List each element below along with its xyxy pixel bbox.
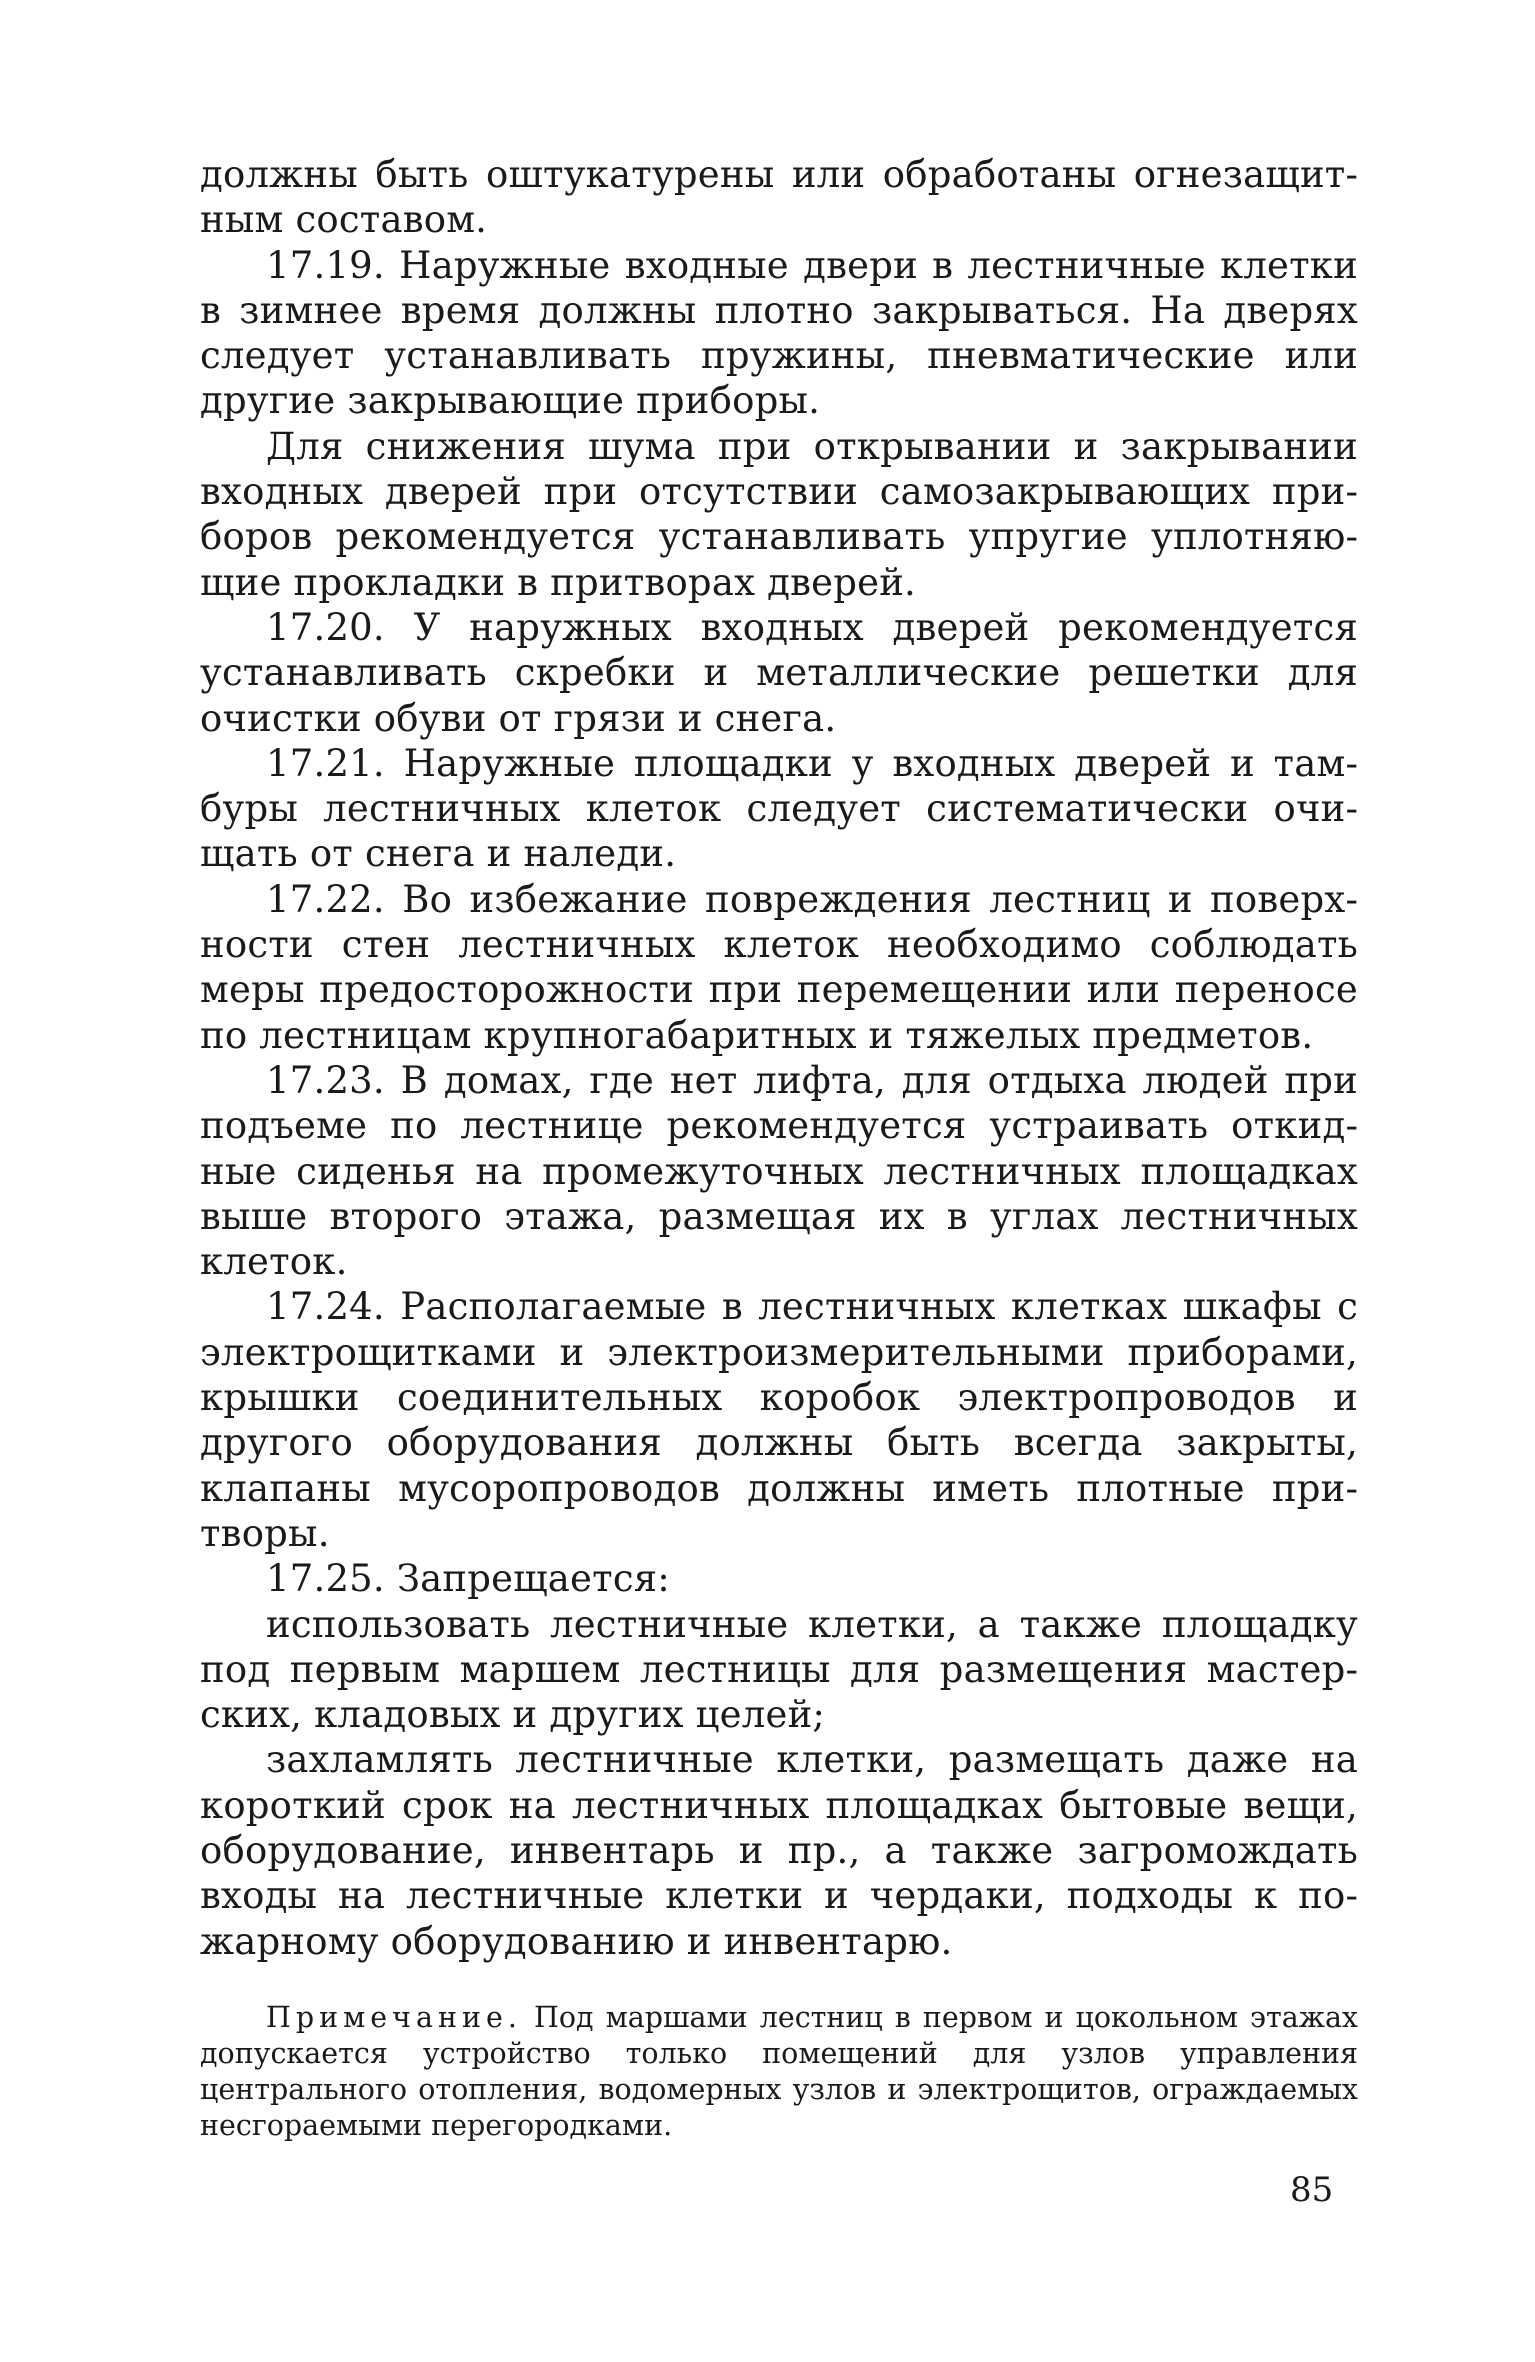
paragraph-17-23: 17.23. В домах, где нет лифта, для отдыха людей при подъеме по лестнице рекомендуется устраивать откидные сиденья на промежуточных лестничных площадках выше второго этажа, размещая их в углах лестничных клеток. (200, 1058, 1358, 1284)
footnote (200, 2000, 1358, 2144)
document-page (200, 152, 1358, 2172)
paragraph-17-20: 17.20. У наружных входных дверей рекомендуется устанавливать скребки и металлические решетки для очистки обуви от грязи и снега. (200, 605, 1358, 740)
paragraph-17-24: 17.24. Располагаемые в лестничных клетках шкафы с электрощитками и электроизмерительными приборами, крышки соединительных коробок электропроводов и другого оборудования должны быть всегда закрыты, клапаны мусоропроводов должны иметь плотные притворы. (200, 1285, 1358, 1555)
paragraph-continuation: должны быть оштукатурены или обработаны огнезащитным составом. (200, 153, 1358, 242)
paragraph-prohibition-2: захламлять лестничные клетки, размещать даже на короткий срок на лестничных площадках бытовые вещи, оборудование, инвентарь и пр., а также загромождать входы на лестничные клетки и чердаки, подходы к пожарному оборудованию и инвентарю. (200, 1738, 1358, 1963)
paragraph-17-21: 17.21. Наружные площадки у входных дверей и тамбуры лестничных клеток следует систематически очищать от снега и наледи. (200, 741, 1358, 876)
note-text: Под маршами лестниц в первом и цокольном этажах допускается устройство только помещений для узлов управления центрального отопления, водомерных узлов и электрощитов, ограждаемых несгораемыми перегородками. (200, 2000, 1359, 2142)
page-number: 85 (1290, 2170, 1334, 2210)
paragraph-noise-reduction: Для снижения шума при открывании и закрывании входных дверей при отсутствии самозакрывающих приборов рекомендуется устанавливать упругие уплотняющие прокладки в притворах дверей. (200, 424, 1358, 604)
paragraph-17-25: 17.25. Запрещается: (266, 1557, 670, 1601)
body-text (200, 152, 1358, 1964)
paragraph-prohibition-1: использовать лестничные клетки, а также площадку под первым маршем лестницы для размещения мастерских, кладовых и других целей; (200, 1602, 1358, 1737)
paragraph-17-19: 17.19. Наружные входные двери в лестничные клетки в зимнее время должны плотно закрываться. На дверях следует устанавливать пружины, пневматические или другие закрывающие приборы. (200, 243, 1358, 423)
note-label: Примечание. (266, 2000, 522, 2034)
paragraph-17-22: 17.22. Во избежание повреждения лестниц и поверхности стен лестничных клеток необходимо соблюдать меры предосторожности при перемещении или переносе по лестницам крупногабаритных и тяжелых предметов. (200, 877, 1358, 1057)
